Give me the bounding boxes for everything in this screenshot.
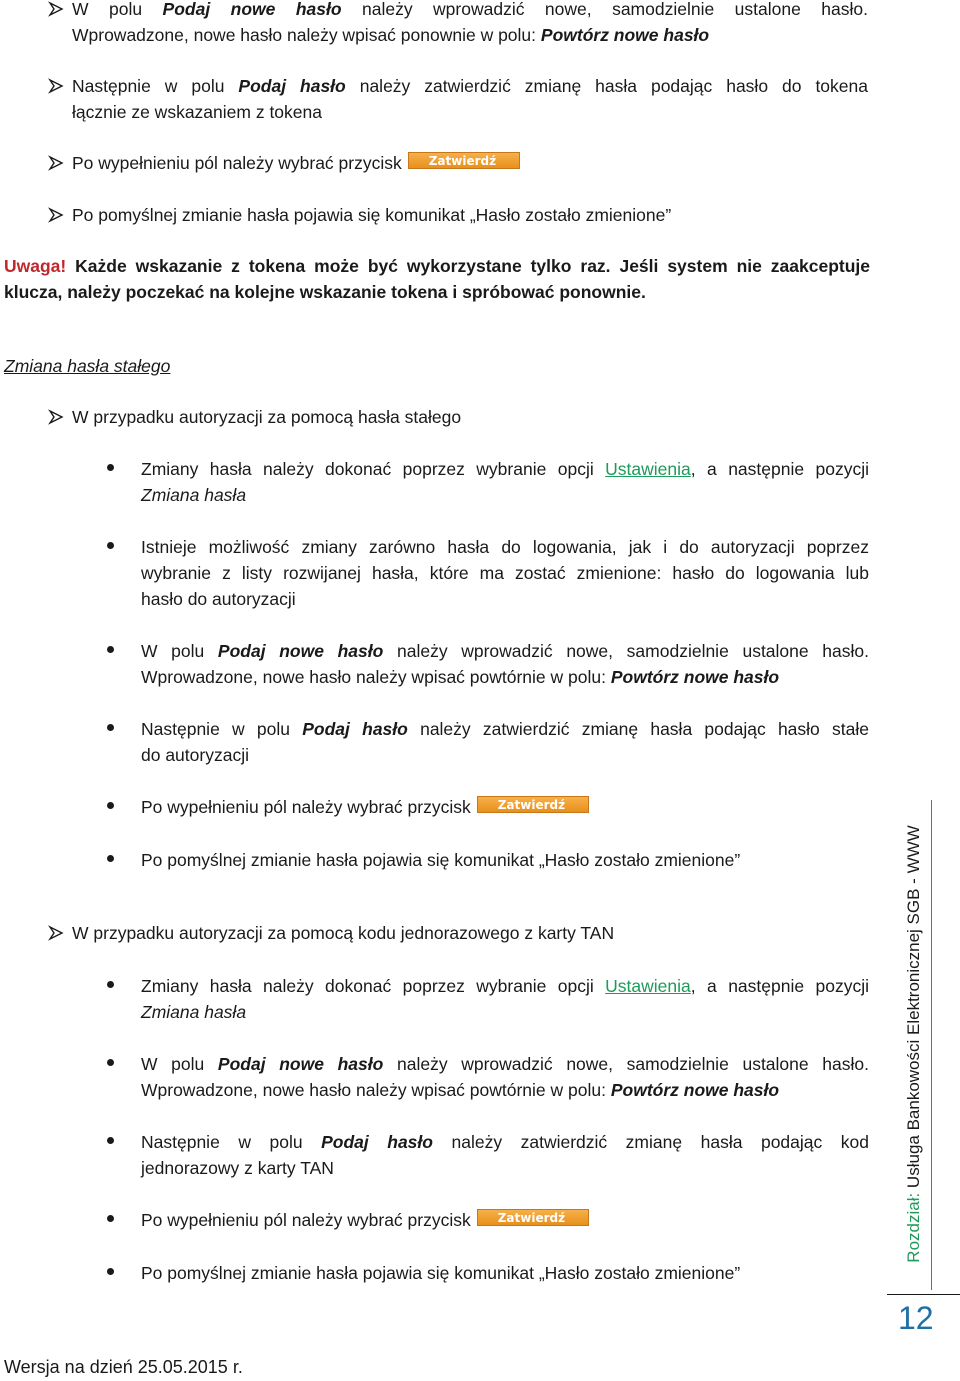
arrow-bullet-icon [48,78,64,94]
bullet-dot-icon [107,1215,114,1222]
list-item: W polu Podaj nowe hasło należy wprowadzić nowe, samodzielnie ustalone hasło. [141,1054,869,1074]
confirm-button[interactable]: Zatwierdź [408,152,520,169]
footer-version: Wersja na dzień 25.05.2015 r. [4,1357,243,1377]
list-item: wybranie z listy rozwijanej hasła, które ma zostać zmienione: hasło do logowania lub [141,563,869,583]
bullet-text: Następnie w polu Podaj hasło należy zatwierdzić zmianę hasła podając hasło do tokena [72,76,868,96]
bullet-text: Po wypełnieniu pól należy wybrać przycisk Zatwierdź [72,150,868,176]
arrow-bullet-icon [48,925,64,941]
list-item: Po pomyślnej zmianie hasła pojawia się komunikat „Hasło zostało zmienione” [141,1263,741,1283]
list-item: Wprowadzone, nowe hasło należy wpisać powtórnie w polu: Powtórz nowe hasło [141,1080,780,1100]
list-item: jednorazowy z karty TAN [141,1158,334,1178]
settings-link[interactable]: Ustawienia [605,976,691,996]
bullet-dot-icon [107,855,114,862]
confirm-button[interactable]: Zatwierdź [477,1209,589,1226]
warning-text: Uwaga! Każde wskazanie z tokena może być wykorzystane tylko raz. Jeśli system nie zaakceptuje [4,256,870,276]
list-item: Istnieje możliwość zmiany zarówno hasła do logowania, jak i do autoryzacji poprzez [141,537,869,557]
subsection-heading: W przypadku autoryzacji za pomocą kodu jednorazowego z karty TAN [72,923,615,943]
list-item: Po wypełnieniu pól należy wybrać przycisk Zatwierdź [141,794,869,820]
bullet-text: łącznie ze wskazaniem z tokena [72,102,322,122]
list-item: Zmiana hasła [141,1002,247,1022]
list-item: hasło do autoryzacji [141,589,296,609]
bullet-text: Wprowadzone, nowe hasło należy wpisać ponownie w polu: Powtórz nowe hasło [72,25,710,45]
bullet-text: W polu Podaj nowe hasło należy wprowadzić nowe, samodzielnie ustalone hasło. [72,0,868,19]
bullet-text: Po pomyślnej zmianie hasła pojawia się komunikat „Hasło zostało zmienione” [72,205,672,225]
list-item: Po pomyślnej zmianie hasła pojawia się komunikat „Hasło zostało zmienione” [141,850,741,870]
list-item: W polu Podaj nowe hasło należy wprowadzić nowe, samodzielnie ustalone hasło. [141,641,869,661]
page-number: 12 [898,1300,934,1336]
bullet-dot-icon [107,646,114,653]
warning-text: klucza, należy poczekać na kolejne wskazanie tokena i spróbować ponownie. [4,282,646,302]
bullet-dot-icon [107,542,114,549]
list-item: Następnie w polu Podaj hasło należy zatwierdzić zmianę hasła podając kod [141,1132,869,1152]
arrow-bullet-icon [48,155,64,171]
bullet-dot-icon [107,1137,114,1144]
confirm-button[interactable]: Zatwierdź [477,796,589,813]
list-item: Zmiany hasła należy dokonać poprzez wybranie opcji Ustawienia, a następnie pozycji [141,976,869,996]
settings-link[interactable]: Ustawienia [605,459,691,479]
list-item: Po wypełnieniu pól należy wybrać przycisk Zatwierdź [141,1207,869,1233]
list-item: Zmiany hasła należy dokonać poprzez wybranie opcji Ustawienia, a następnie pozycji [141,459,869,479]
arrow-bullet-icon [48,1,64,17]
list-item: Zmiana hasła [141,485,247,505]
sidebar-divider [931,800,932,1290]
section-title: Zmiana hasła stałego [4,356,171,376]
chapter-sidebar-title: Rozdział: Usługa Bankowości Elektronicznej SGB - WWW [904,825,923,1263]
bullet-dot-icon [107,1059,114,1066]
page-number-divider [887,1294,960,1295]
list-item: Wprowadzone, nowe hasło należy wpisać powtórnie w polu: Powtórz nowe hasło [141,667,780,687]
arrow-bullet-icon [48,207,64,223]
bullet-dot-icon [107,724,114,731]
list-item: Następnie w polu Podaj hasło należy zatwierdzić zmianę hasła podając hasło stałe [141,719,869,739]
bullet-dot-icon [107,802,114,809]
bullet-dot-icon [107,464,114,471]
subsection-heading: W przypadku autoryzacji za pomocą hasła stałego [72,407,462,427]
list-item: do autoryzacji [141,745,249,765]
bullet-dot-icon [107,1268,114,1275]
bullet-dot-icon [107,981,114,988]
arrow-bullet-icon [48,409,64,425]
